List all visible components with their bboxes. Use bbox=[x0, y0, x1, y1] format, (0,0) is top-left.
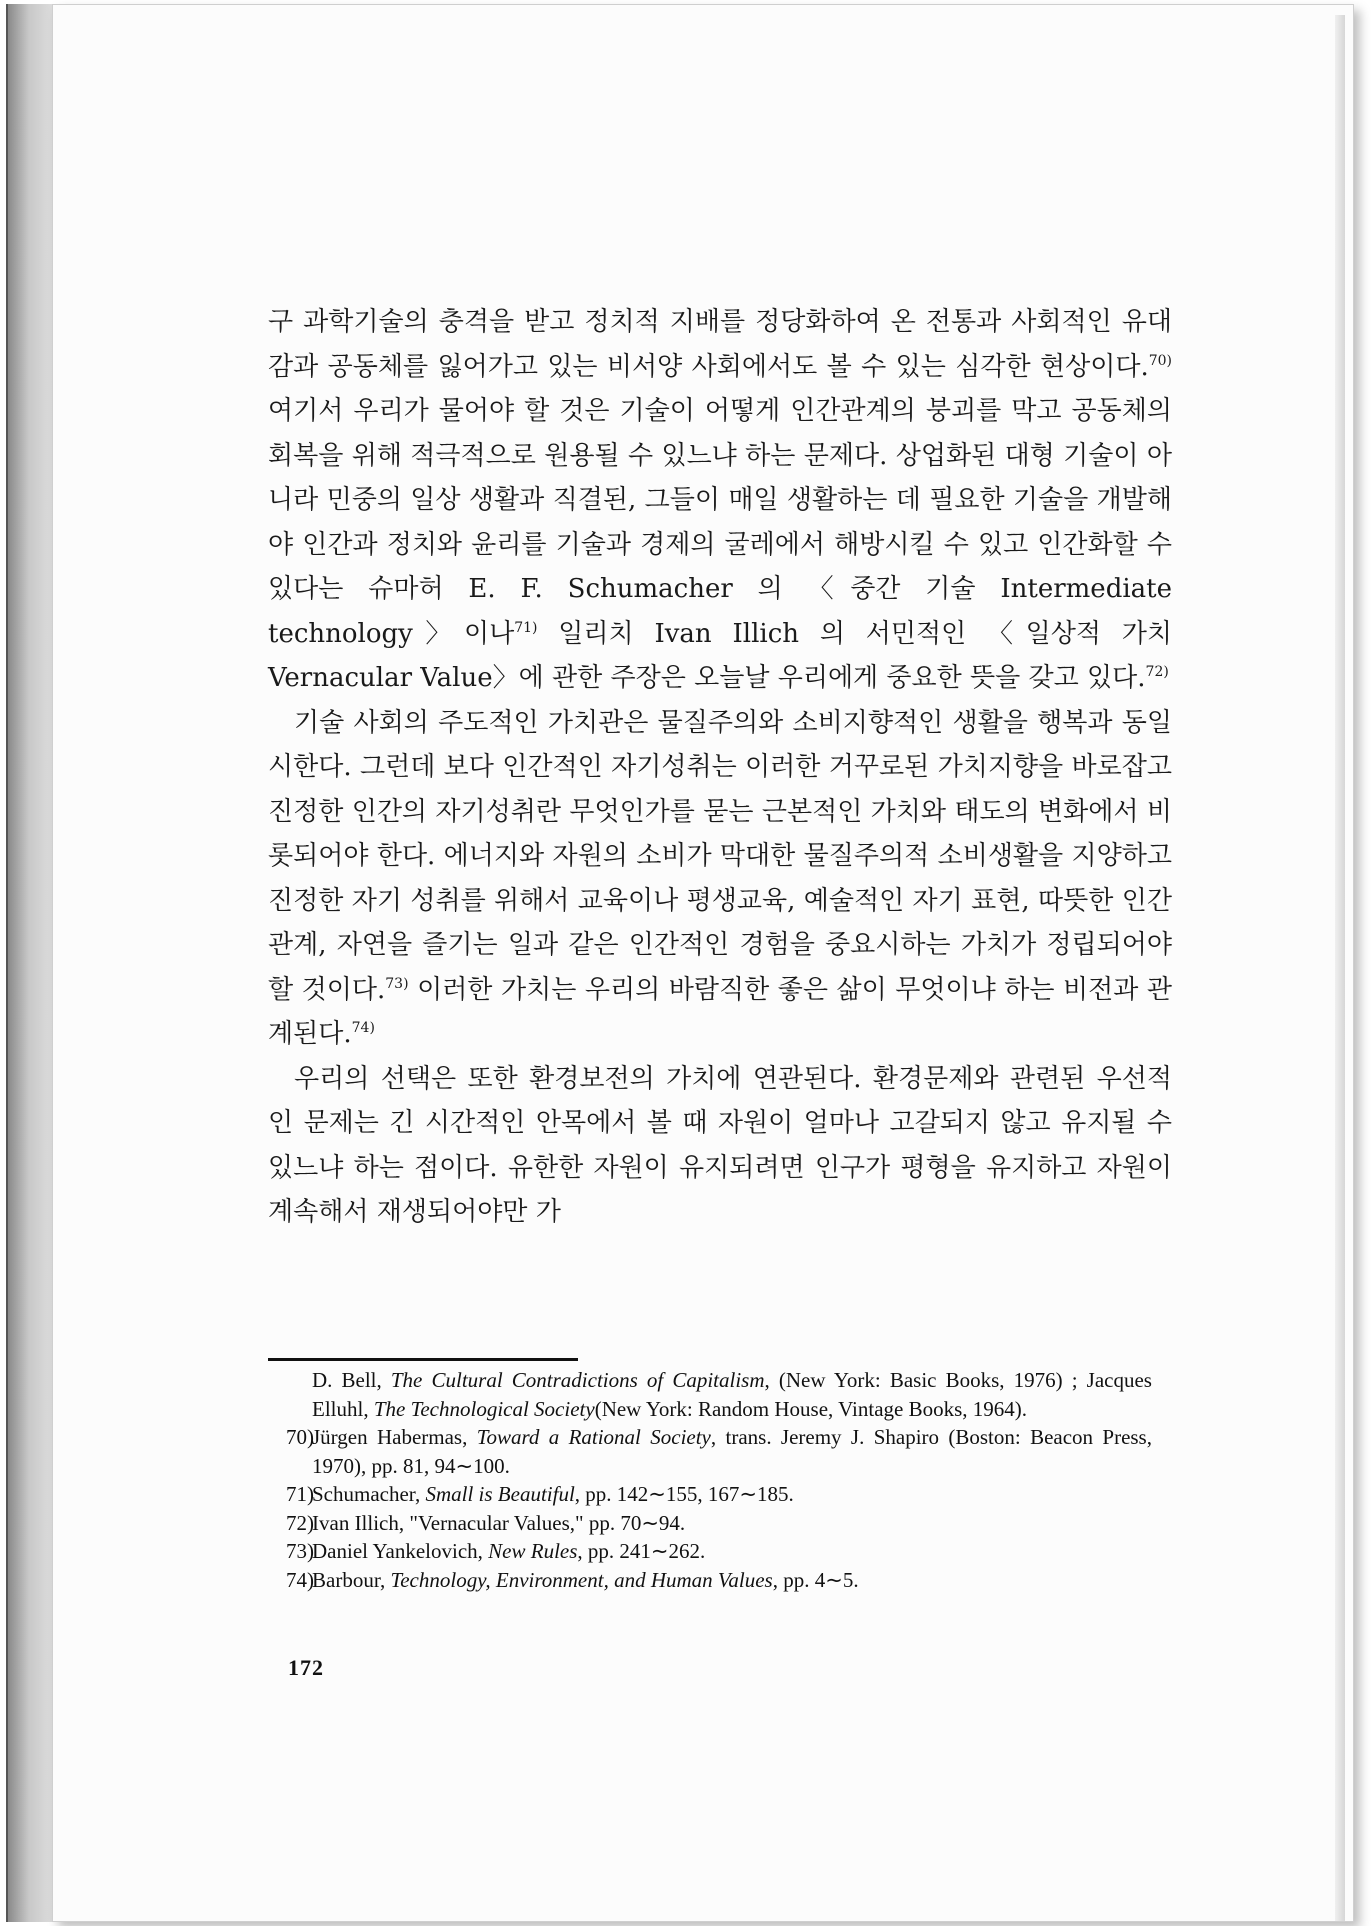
paragraph-text: 일리치 Ivan Illich 의 서민적인 〈일상적 가치 Vernacular Value〉에 관한 주장은 오늘날 우리에게 중요한 뜻을 갖고 있다. bbox=[268, 618, 1172, 693]
footnote-text: Schumacher, bbox=[312, 1482, 426, 1506]
footnote-title: Technology, Environment, and Human Values bbox=[390, 1567, 773, 1592]
footnote-text: (New York: Random House, Vintage Books, 1964). bbox=[594, 1396, 1028, 1421]
footnote-number: 70) bbox=[286, 1425, 314, 1449]
footnote-number: 73) bbox=[286, 1539, 314, 1563]
body-paragraph bbox=[268, 300, 1172, 701]
footnote-text: D. Bell, bbox=[312, 1368, 391, 1392]
footnote-text: , pp. 4∼5. bbox=[772, 1567, 859, 1592]
body-text bbox=[268, 300, 1172, 1235]
footnote bbox=[286, 1537, 1152, 1566]
footnote-number: 71) bbox=[286, 1482, 314, 1506]
body-paragraph bbox=[268, 701, 1172, 1057]
footnote bbox=[286, 1566, 1152, 1595]
book-spine bbox=[6, 4, 54, 1922]
footnote-text: Barbour, bbox=[312, 1567, 391, 1592]
footnote-text: Jürgen Habermas, bbox=[312, 1425, 477, 1449]
footnote-title: The Technological Society bbox=[373, 1396, 595, 1421]
footnote-text: , trans. Jeremy J. Shapiro (Boston: Beacon Press, 1970), pp. 81, 94∼100. bbox=[312, 1425, 1152, 1478]
footnote-number: 72) bbox=[286, 1510, 314, 1535]
footnote-reference: 74) bbox=[351, 1020, 375, 1036]
footnote-text: , pp. 142∼155, 167∼185. bbox=[574, 1482, 794, 1506]
paragraph-text: 구 과학기술의 충격을 받고 정치적 지배를 정당화하여 온 전통과 사회적인 유대감과 공동체를 잃어가고 있는 비서양 사회에서도 볼 수 있는 심각한 현상이다. bbox=[268, 307, 1172, 382]
footnote bbox=[286, 1366, 1152, 1423]
footnote-text: Ivan Illich, "Vernacular Values," pp. 70∼94. bbox=[312, 1510, 686, 1535]
footnote-title: Toward a Rational Society bbox=[476, 1425, 711, 1449]
footnote-text: , (New York: Basic Books, 1976) ; Jacques Elluhl, bbox=[312, 1368, 1152, 1421]
footnote-reference: 73) bbox=[385, 975, 409, 992]
footnote-text: Daniel Yankelovich, bbox=[312, 1539, 489, 1563]
footnote bbox=[286, 1509, 1152, 1538]
footnote bbox=[286, 1480, 1152, 1509]
paragraph-text: 여기서 우리가 물어야 할 것은 기술이 어떻게 인간관계의 붕괴를 막고 공동체의 회복을 위해 적극적으로 원용될 수 있느냐 하는 문제다. 상업화된 대형 기술이 아니라 민중의 일상 생활과 직결된, 그들이 매일 생활하는 데 필요한 기술을 개발해야 인간과 정치와 윤리를 기술과 경제의 굴레에서 해방시킬 수 있고 인간화할 수 있다는 슈마허 E. F. Schumacher 의 〈중간 기술 Intermediate technology〉이나 bbox=[268, 396, 1172, 649]
page-edge bbox=[1335, 15, 1345, 1921]
footnotes bbox=[286, 1366, 1152, 1594]
paragraph-text: 기술 사회의 주도적인 가치관은 물질주의와 소비지향적인 생활을 행복과 동일시한다. 그런데 보다 인간적인 자기성취는 이러한 거꾸로된 가치지향을 바로잡고 진정한 인간의 자기성취란 무엇인가를 묻는 근본적인 가치와 태도의 변화에서 비롯되어야 한다. 에너지와 자원의 소비가 막대한 물질주의적 소비생활을 지양하고 진정한 자기 성취를 위해서 교육이나 평생교육, 예술적인 자기 표현, 따뜻한 인간관계, 자연을 즐기는 일과 같은 인간적인 경험을 중요시하는 가치가 정립되어야 할 것이다. bbox=[268, 707, 1173, 1005]
footnote-reference: 71) bbox=[514, 619, 538, 636]
body-paragraph bbox=[268, 1057, 1172, 1235]
paragraph-text: 우리의 선택은 또한 환경보전의 가치에 연관된다. 환경문제와 관련된 우선적인 문제는 긴 시간적인 안목에서 볼 때 자원이 얼마나 고갈되지 않고 유지될 수 있느냐 하는 점이다. 유한한 자원이 유지되려면 인구가 평형을 유지하고 자원이 계속해서 재생되어야만 가 bbox=[268, 1063, 1173, 1227]
footnote-reference: 70) bbox=[1148, 352, 1172, 369]
page-number: 172 bbox=[288, 1655, 324, 1680]
footnote-title: Small is Beautiful bbox=[425, 1482, 575, 1506]
footnote-rule bbox=[268, 1358, 578, 1361]
footnote-number: 74) bbox=[286, 1567, 314, 1592]
footnote-title: The Cultural Contradictions of Capitalism bbox=[390, 1368, 765, 1392]
footnote-reference: 72) bbox=[1145, 664, 1169, 680]
footnote-title: New Rules bbox=[488, 1539, 578, 1563]
footnote-text: , pp. 241∼262. bbox=[577, 1539, 706, 1563]
paragraph-text: 이러한 가치는 우리의 바람직한 좋은 삶이 무엇이냐 하는 비전과 관계된다. bbox=[268, 974, 1172, 1049]
footnote bbox=[286, 1423, 1152, 1480]
